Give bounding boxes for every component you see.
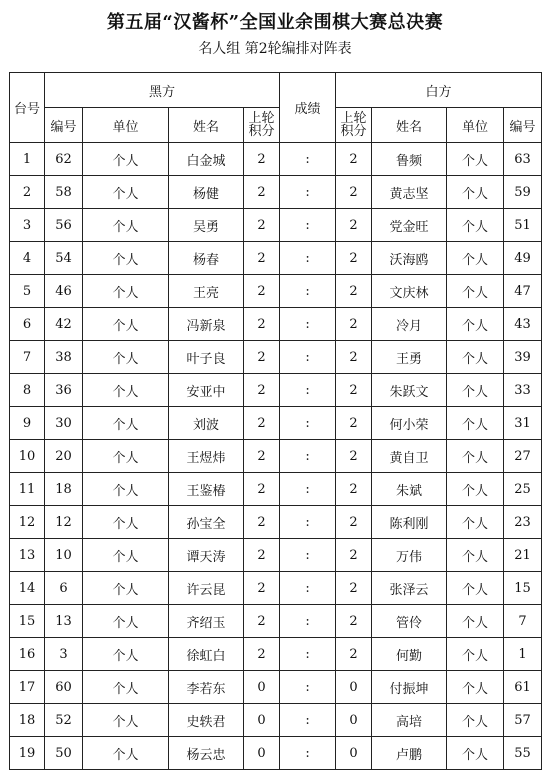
black-name-cell: 许云昆 [169, 572, 244, 605]
black-name-cell: 冯新泉 [169, 308, 244, 341]
black-name-cell: 杨云忠 [169, 737, 244, 770]
black-num-cell: 12 [45, 506, 83, 539]
black-unit-cell: 个人 [83, 242, 169, 275]
table-no-cell: 16 [10, 638, 45, 671]
black-num-cell: 54 [45, 242, 83, 275]
table-no-cell: 17 [10, 671, 45, 704]
black-num-cell: 18 [45, 473, 83, 506]
white-name-cell: 何小荣 [372, 407, 447, 440]
white-name-cell: 付振坤 [372, 671, 447, 704]
table-row [10, 242, 542, 275]
white-unit-cell: 个人 [447, 143, 504, 176]
table-no-cell: 8 [10, 374, 45, 407]
white-unit-cell: 个人 [447, 572, 504, 605]
black-name-cell: 白金城 [169, 143, 244, 176]
black-unit-cell: 个人 [83, 737, 169, 770]
white-prev-score-cell: 2 [336, 374, 372, 407]
black-unit-cell: 个人 [83, 440, 169, 473]
black-name-cell: 孙宝全 [169, 506, 244, 539]
black-name-cell: 徐虹白 [169, 638, 244, 671]
table-no-cell: 18 [10, 704, 45, 737]
black-num-cell: 38 [45, 341, 83, 374]
black-num-cell: 50 [45, 737, 83, 770]
white-name-cell: 冷月 [372, 308, 447, 341]
black-name-cell: 刘波 [169, 407, 244, 440]
white-unit-cell: 个人 [447, 176, 504, 209]
white-num-cell: 61 [504, 671, 542, 704]
black-unit-cell: 个人 [83, 407, 169, 440]
table-no-cell: 3 [10, 209, 45, 242]
pairing-rows [10, 143, 542, 770]
white-name-cell: 万伟 [372, 539, 447, 572]
table-no-cell: 1 [10, 143, 45, 176]
table-row [10, 638, 542, 671]
black-num-cell: 30 [45, 407, 83, 440]
white-name-cell: 管伶 [372, 605, 447, 638]
white-unit-cell: 个人 [447, 341, 504, 374]
result-cell: : [280, 176, 336, 209]
black-unit-cell: 个人 [83, 374, 169, 407]
table-no-cell: 11 [10, 473, 45, 506]
table-row [10, 671, 542, 704]
result-cell: : [280, 242, 336, 275]
black-prev-score-cell: 2 [244, 374, 280, 407]
header-white-name: 姓名 [372, 108, 447, 143]
black-unit-cell: 个人 [83, 176, 169, 209]
white-unit-cell: 个人 [447, 506, 504, 539]
white-unit-cell: 个人 [447, 605, 504, 638]
white-prev-score-cell: 2 [336, 638, 372, 671]
table-no-cell: 12 [10, 506, 45, 539]
result-cell: : [280, 473, 336, 506]
white-num-cell: 33 [504, 374, 542, 407]
table-no-cell: 13 [10, 539, 45, 572]
white-unit-cell: 个人 [447, 704, 504, 737]
white-name-cell: 陈利刚 [372, 506, 447, 539]
table-no-cell: 7 [10, 341, 45, 374]
header-table-no: 台号 [10, 73, 45, 143]
white-name-cell: 朱跃文 [372, 374, 447, 407]
white-num-cell: 63 [504, 143, 542, 176]
white-name-cell: 黄自卫 [372, 440, 447, 473]
black-unit-cell: 个人 [83, 671, 169, 704]
white-unit-cell: 个人 [447, 242, 504, 275]
table-row [10, 539, 542, 572]
white-unit-cell: 个人 [447, 308, 504, 341]
black-num-cell: 52 [45, 704, 83, 737]
black-name-cell: 史轶君 [169, 704, 244, 737]
table-row [10, 341, 542, 374]
header-white-unit: 单位 [447, 108, 504, 143]
table-no-cell: 6 [10, 308, 45, 341]
result-cell: : [280, 341, 336, 374]
white-num-cell: 1 [504, 638, 542, 671]
result-cell: : [280, 209, 336, 242]
white-prev-score-cell: 2 [336, 407, 372, 440]
table-row [10, 473, 542, 506]
table-row [10, 440, 542, 473]
black-num-cell: 58 [45, 176, 83, 209]
black-unit-cell: 个人 [83, 638, 169, 671]
header-black: 黑方 [45, 73, 280, 108]
table-row [10, 143, 542, 176]
black-name-cell: 李若东 [169, 671, 244, 704]
header-black-prev-score: 上轮积分 [244, 108, 280, 143]
black-prev-score-cell: 2 [244, 209, 280, 242]
black-prev-score-cell: 0 [244, 737, 280, 770]
black-prev-score-cell: 2 [244, 506, 280, 539]
black-name-cell: 齐绍玉 [169, 605, 244, 638]
black-prev-score-cell: 2 [244, 242, 280, 275]
black-num-cell: 3 [45, 638, 83, 671]
header-result: 成绩 [280, 73, 336, 143]
result-cell: : [280, 605, 336, 638]
black-prev-score-cell: 2 [244, 176, 280, 209]
document-title: 第五届“汉酱杯”全国业余围棋大赛总决赛 [106, 12, 444, 33]
table-row [10, 308, 542, 341]
black-name-cell: 王煜炜 [169, 440, 244, 473]
white-name-cell: 王勇 [372, 341, 447, 374]
black-unit-cell: 个人 [83, 506, 169, 539]
white-unit-cell: 个人 [447, 209, 504, 242]
white-prev-score-cell: 2 [336, 143, 372, 176]
white-unit-cell: 个人 [447, 671, 504, 704]
black-prev-score-cell: 2 [244, 308, 280, 341]
black-unit-cell: 个人 [83, 275, 169, 308]
white-num-cell: 23 [504, 506, 542, 539]
black-num-cell: 6 [45, 572, 83, 605]
white-prev-score-cell: 2 [336, 209, 372, 242]
white-unit-cell: 个人 [447, 737, 504, 770]
table-no-cell: 2 [10, 176, 45, 209]
table-no-cell: 15 [10, 605, 45, 638]
table-row [10, 737, 542, 770]
white-prev-score-cell: 2 [336, 176, 372, 209]
black-unit-cell: 个人 [83, 341, 169, 374]
white-name-cell: 沃海鸥 [372, 242, 447, 275]
table-row [10, 704, 542, 737]
black-prev-score-cell: 2 [244, 473, 280, 506]
black-unit-cell: 个人 [83, 605, 169, 638]
white-name-cell: 朱斌 [372, 473, 447, 506]
black-num-cell: 36 [45, 374, 83, 407]
white-prev-score-cell: 0 [336, 704, 372, 737]
white-num-cell: 27 [504, 440, 542, 473]
black-num-cell: 10 [45, 539, 83, 572]
black-num-cell: 46 [45, 275, 83, 308]
result-cell: : [280, 407, 336, 440]
black-unit-cell: 个人 [83, 572, 169, 605]
white-prev-score-cell: 2 [336, 308, 372, 341]
white-name-cell: 何勤 [372, 638, 447, 671]
white-name-cell: 高培 [372, 704, 447, 737]
white-unit-cell: 个人 [447, 374, 504, 407]
white-num-cell: 39 [504, 341, 542, 374]
black-name-cell: 王亮 [169, 275, 244, 308]
table-no-cell: 10 [10, 440, 45, 473]
white-prev-score-cell: 2 [336, 572, 372, 605]
black-prev-score-cell: 0 [244, 704, 280, 737]
white-num-cell: 43 [504, 308, 542, 341]
black-name-cell: 杨健 [169, 176, 244, 209]
white-num-cell: 7 [504, 605, 542, 638]
black-unit-cell: 个人 [83, 539, 169, 572]
table-row [10, 275, 542, 308]
header-white-num: 编号 [504, 108, 542, 143]
black-num-cell: 13 [45, 605, 83, 638]
result-cell: : [280, 506, 336, 539]
result-cell: : [280, 704, 336, 737]
white-prev-score-cell: 2 [336, 275, 372, 308]
black-prev-score-cell: 2 [244, 341, 280, 374]
white-num-cell: 31 [504, 407, 542, 440]
white-prev-score-cell: 2 [336, 506, 372, 539]
black-unit-cell: 个人 [83, 308, 169, 341]
black-prev-score-cell: 2 [244, 539, 280, 572]
black-unit-cell: 个人 [83, 473, 169, 506]
black-prev-score-cell: 2 [244, 638, 280, 671]
black-name-cell: 叶子良 [169, 341, 244, 374]
white-name-cell: 张泽云 [372, 572, 447, 605]
white-name-cell: 鲁频 [372, 143, 447, 176]
table-row [10, 605, 542, 638]
result-cell: : [280, 539, 336, 572]
white-num-cell: 59 [504, 176, 542, 209]
black-num-cell: 62 [45, 143, 83, 176]
white-num-cell: 55 [504, 737, 542, 770]
white-num-cell: 51 [504, 209, 542, 242]
table-row [10, 176, 542, 209]
black-num-cell: 56 [45, 209, 83, 242]
white-name-cell: 卢鹏 [372, 737, 447, 770]
white-prev-score-cell: 2 [336, 539, 372, 572]
result-cell: : [280, 143, 336, 176]
table-no-cell: 4 [10, 242, 45, 275]
white-name-cell: 文庆林 [372, 275, 447, 308]
table-row [10, 374, 542, 407]
white-unit-cell: 个人 [447, 473, 504, 506]
white-name-cell: 党金旺 [372, 209, 447, 242]
white-prev-score-cell: 2 [336, 440, 372, 473]
black-prev-score-cell: 2 [244, 605, 280, 638]
white-prev-score-cell: 2 [336, 605, 372, 638]
white-unit-cell: 个人 [447, 440, 504, 473]
white-prev-score-cell: 0 [336, 737, 372, 770]
result-cell: : [280, 572, 336, 605]
result-cell: : [280, 671, 336, 704]
black-prev-score-cell: 2 [244, 407, 280, 440]
white-unit-cell: 个人 [447, 539, 504, 572]
black-num-cell: 60 [45, 671, 83, 704]
header-black-name: 姓名 [169, 108, 244, 143]
black-prev-score-cell: 2 [244, 440, 280, 473]
black-unit-cell: 个人 [83, 209, 169, 242]
black-num-cell: 42 [45, 308, 83, 341]
black-num-cell: 20 [45, 440, 83, 473]
black-name-cell: 王鉴椿 [169, 473, 244, 506]
white-num-cell: 57 [504, 704, 542, 737]
result-cell: : [280, 440, 336, 473]
table-row [10, 209, 542, 242]
white-num-cell: 49 [504, 242, 542, 275]
result-cell: : [280, 737, 336, 770]
black-prev-score-cell: 0 [244, 671, 280, 704]
black-name-cell: 杨春 [169, 242, 244, 275]
white-num-cell: 15 [504, 572, 542, 605]
pairing-table [9, 72, 542, 770]
black-name-cell: 吴勇 [169, 209, 244, 242]
white-name-cell: 黄志坚 [372, 176, 447, 209]
document-subtitle: 名人组 第2轮编排对阵表 [198, 41, 352, 57]
result-cell: : [280, 275, 336, 308]
table-row [10, 572, 542, 605]
white-num-cell: 25 [504, 473, 542, 506]
white-num-cell: 21 [504, 539, 542, 572]
table-row [10, 407, 542, 440]
black-prev-score-cell: 2 [244, 572, 280, 605]
table-no-cell: 5 [10, 275, 45, 308]
header-white-prev-score: 上轮积分 [336, 108, 372, 143]
black-name-cell: 安亚中 [169, 374, 244, 407]
result-cell: : [280, 308, 336, 341]
black-prev-score-cell: 2 [244, 143, 280, 176]
white-unit-cell: 个人 [447, 638, 504, 671]
white-prev-score-cell: 2 [336, 341, 372, 374]
white-unit-cell: 个人 [447, 407, 504, 440]
black-unit-cell: 个人 [83, 704, 169, 737]
black-unit-cell: 个人 [83, 143, 169, 176]
header-white: 白方 [336, 73, 542, 108]
white-prev-score-cell: 2 [336, 473, 372, 506]
white-prev-score-cell: 0 [336, 671, 372, 704]
black-name-cell: 谭天涛 [169, 539, 244, 572]
header-black-num: 编号 [45, 108, 83, 143]
table-no-cell: 14 [10, 572, 45, 605]
black-prev-score-cell: 2 [244, 275, 280, 308]
table-no-cell: 9 [10, 407, 45, 440]
table-no-cell: 19 [10, 737, 45, 770]
white-prev-score-cell: 2 [336, 242, 372, 275]
white-unit-cell: 个人 [447, 275, 504, 308]
result-cell: : [280, 374, 336, 407]
white-num-cell: 47 [504, 275, 542, 308]
header-black-unit: 单位 [83, 108, 169, 143]
result-cell: : [280, 638, 336, 671]
table-row [10, 506, 542, 539]
